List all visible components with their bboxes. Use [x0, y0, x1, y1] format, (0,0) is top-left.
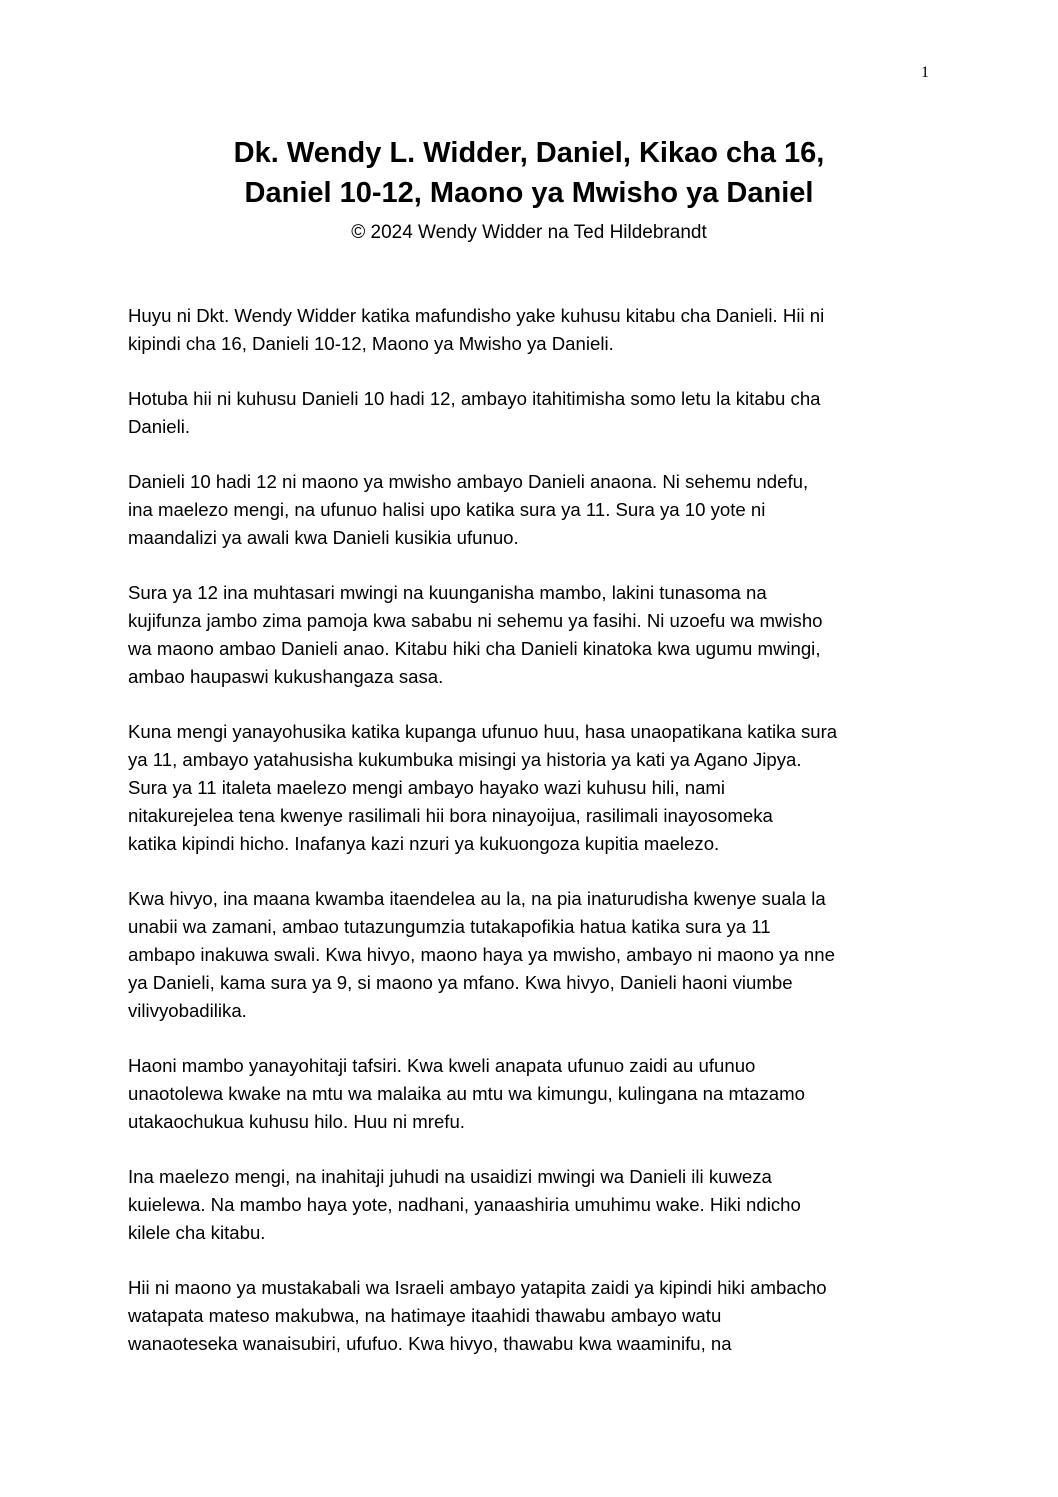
paragraph-line: kilele cha kitabu. — [128, 1222, 266, 1243]
page-number: 1 — [921, 64, 929, 81]
paragraph-line: ambapo inakuwa swali. Kwa hivyo, maono haya ya mwisho, ambayo ni maono ya nne — [128, 944, 835, 965]
paragraph-line: Danieli 10 hadi 12 ni maono ya mwisho ambayo Danieli anaona. Ni sehemu ndefu, — [128, 471, 809, 492]
paragraph — [128, 468, 948, 552]
paragraph-line: unabii wa zamani, ambao tutazungumzia tutakapofikia hatua katika sura ya 11 — [128, 916, 771, 937]
paragraph-line: katika kipindi hicho. Inafanya kazi nzuri ya kukuongoza kupitia maelezo. — [128, 833, 720, 854]
paragraph-line: kipindi cha 16, Danieli 10-12, Maono ya Mwisho ya Danieli. — [128, 333, 614, 354]
paragraph — [128, 1274, 948, 1358]
paragraph — [128, 385, 948, 441]
paragraph-line: ambao haupaswi kukushangaza sasa. — [128, 666, 444, 687]
title-line: Daniel 10-12, Maono ya Mwisho ya Daniel — [244, 177, 814, 209]
paragraph-line: wanaoteseka wanaisubiri, ufufuo. Kwa hivyo, thawabu kwa waaminifu, na — [128, 1333, 732, 1354]
paragraph-line: ya Danieli, kama sura ya 9, si maono ya mfano. Kwa hivyo, Danieli haoni viumbe — [128, 972, 793, 993]
document-body — [128, 302, 948, 1385]
paragraph-line: Huyu ni Dkt. Wendy Widder katika mafundisho yake kuhusu kitabu cha Danieli. Hii ni — [128, 305, 825, 326]
paragraph-line: Hii ni maono ya mustakabali wa Israeli ambayo yatapita zaidi ya kipindi hiki ambacho — [128, 1277, 827, 1298]
paragraph — [128, 579, 948, 691]
paragraph-line: Hotuba hii ni kuhusu Danieli 10 hadi 12, ambayo itahitimisha somo letu la kitabu cha — [128, 388, 821, 409]
paragraph-line: Kwa hivyo, ina maana kwamba itaendelea au la, na pia inaturudisha kwenye suala la — [128, 888, 826, 909]
document-title — [0, 133, 1058, 213]
paragraph-line: Danieli. — [128, 416, 191, 437]
paragraph — [128, 885, 948, 1025]
paragraph-line: kuielewa. Na mambo haya yote, nadhani, yanaashiria umuhimu wake. Hiki ndicho — [128, 1194, 801, 1215]
paragraph-line: nitakurejelea tena kwenye rasilimali hii bora ninayoijua, rasilimali inayosomeka — [128, 805, 773, 826]
paragraph — [128, 1052, 948, 1136]
paragraph-line: Haoni mambo yanayohitaji tafsiri. Kwa kweli anapata ufunuo zaidi au ufunuo — [128, 1055, 756, 1076]
paragraph-line: vilivyobadilika. — [128, 1000, 247, 1021]
paragraph-line: unaotolewa kwake na mtu wa malaika au mtu wa kimungu, kulingana na mtazamo — [128, 1083, 805, 1104]
paragraph — [128, 302, 948, 358]
paragraph — [128, 1163, 948, 1247]
paragraph-line: Sura ya 12 ina muhtasari mwingi na kuunganisha mambo, lakini tunasoma na — [128, 582, 767, 603]
paragraph-line: ya 11, ambayo yatahusisha kukumbuka misingi ya historia ya kati ya Agano Jipya. — [128, 749, 802, 770]
paragraph-line: watapata mateso makubwa, na hatimaye itaahidi thawabu ambayo watu — [128, 1305, 722, 1326]
paragraph — [128, 718, 948, 858]
paragraph-line: maandalizi ya awali kwa Danieli kusikia ufunuo. — [128, 527, 519, 548]
copyright-line: © 2024 Wendy Widder na Ted Hildebrandt — [351, 222, 707, 243]
paragraph-line: kujifunza jambo zima pamoja kwa sababu ni sehemu ya fasihi. Ni uzoefu wa mwisho — [128, 610, 823, 631]
title-line: Dk. Wendy L. Widder, Daniel, Kikao cha 16, — [233, 137, 825, 169]
paragraph-line: Kuna mengi yanayohusika katika kupanga ufunuo huu, hasa unaopatikana katika sura — [128, 721, 838, 742]
paragraph-line: ina maelezo mengi, na ufunuo halisi upo katika sura ya 11. Sura ya 10 yote ni — [128, 499, 766, 520]
paragraph-line: Sura ya 11 italeta maelezo mengi ambayo hayako wazi kuhusu hili, nami — [128, 777, 726, 798]
paragraph-line: Ina maelezo mengi, na inahitaji juhudi na usaidizi mwingi wa Danieli ili kuweza — [128, 1166, 772, 1187]
paragraph-line: utakaochukua kuhusu hilo. Huu ni mrefu. — [128, 1111, 465, 1132]
paragraph-line: wa maono ambao Danieli anao. Kitabu hiki cha Danieli kinatoka kwa ugumu mwingi, — [128, 638, 821, 659]
